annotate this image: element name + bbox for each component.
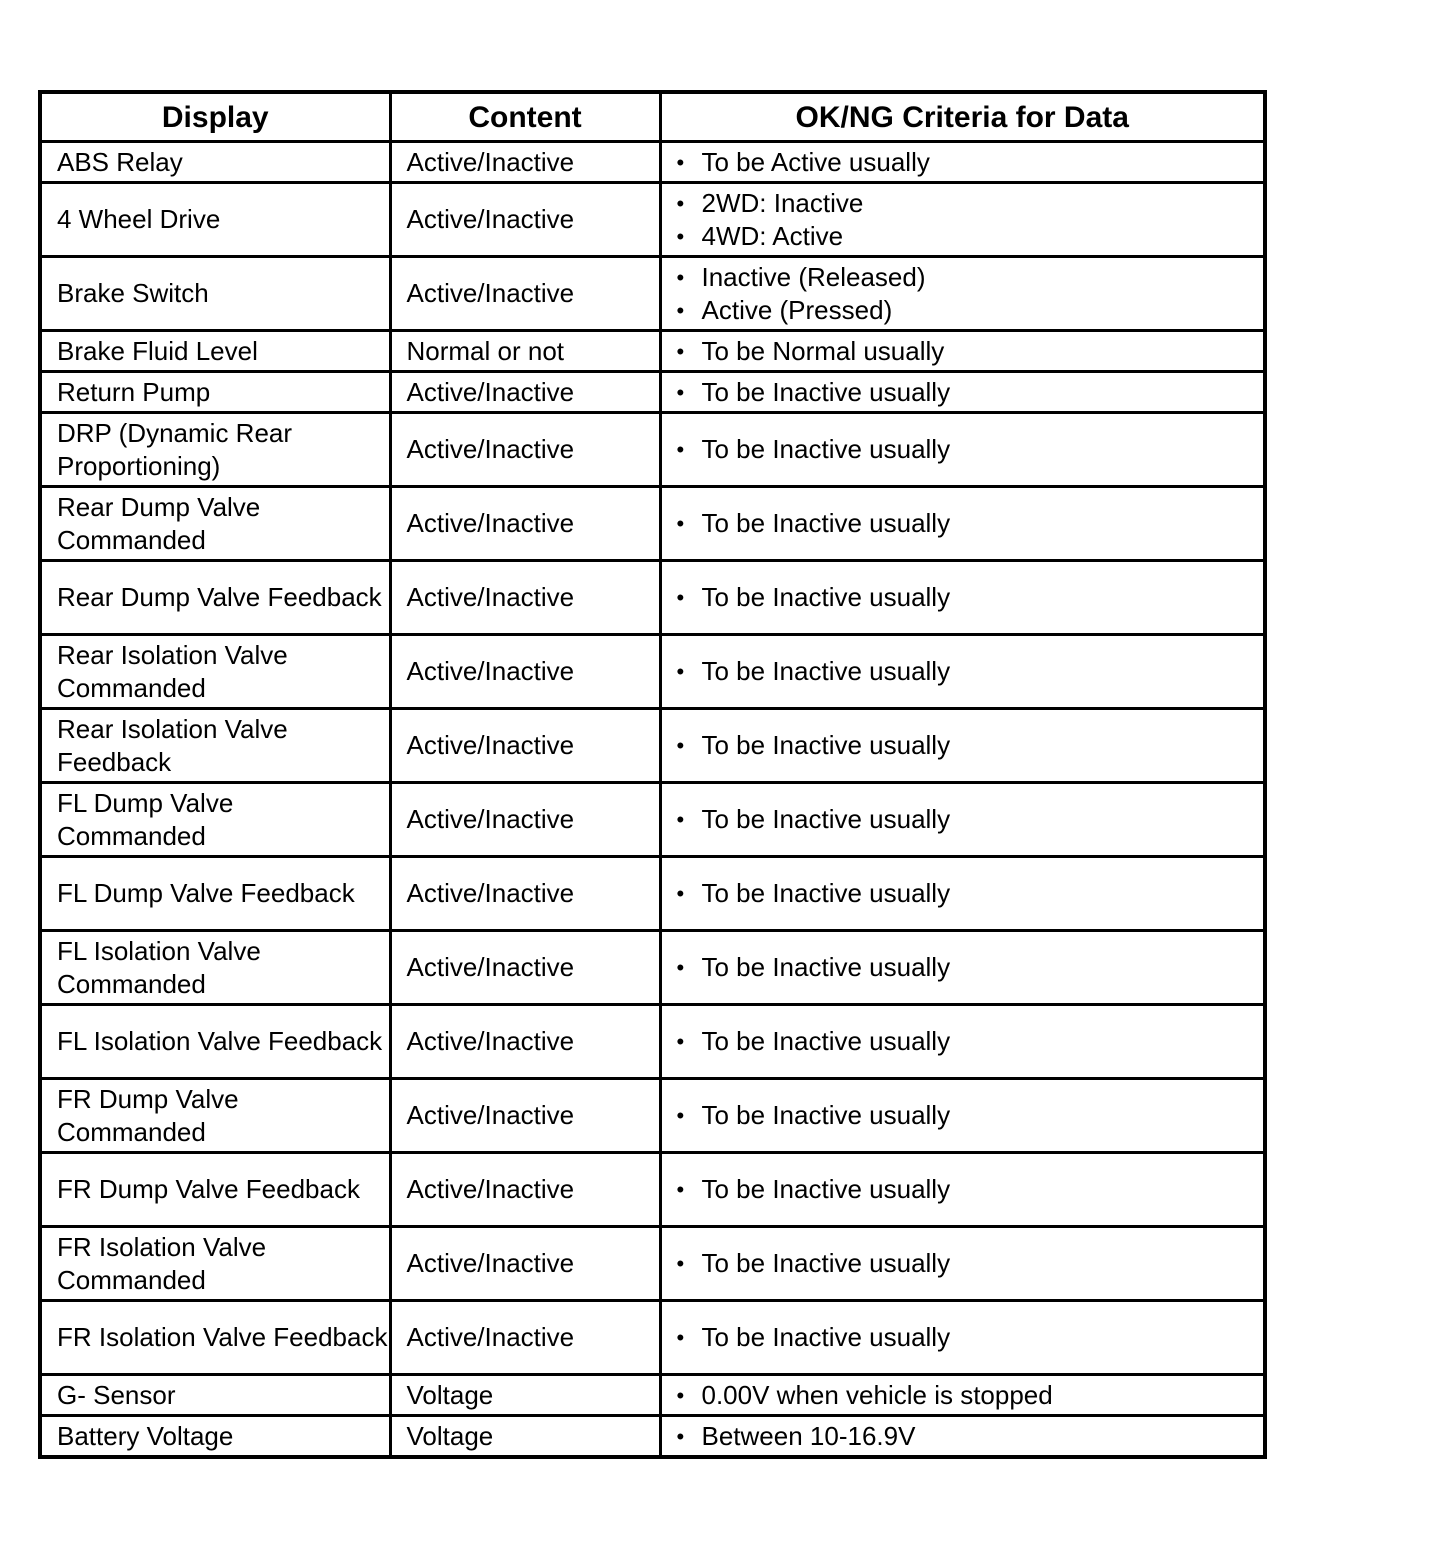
content-cell: Active/Inactive	[390, 1005, 660, 1079]
content-cell: Active/Inactive	[390, 142, 660, 183]
criteria-item: • To be Inactive usually	[676, 804, 951, 834]
display-cell: Return Pump	[40, 372, 390, 413]
criteria-cell	[660, 931, 1265, 1005]
bullet-icon: •	[676, 807, 685, 832]
content-cell: Active/Inactive	[390, 561, 660, 635]
header-content: Content	[390, 92, 660, 142]
criteria-cell	[660, 1005, 1265, 1079]
display-cell: FL Dump Valve Commanded	[40, 783, 390, 857]
criteria-item: • Inactive (Released)	[676, 261, 926, 292]
content-cell: Active/Inactive	[390, 857, 660, 931]
criteria-item: • To be Inactive usually	[676, 1248, 951, 1278]
criteria-item: • To be Inactive usually	[676, 508, 951, 538]
table-row	[40, 931, 1265, 1005]
criteria-item: • To be Inactive usually	[676, 1026, 951, 1056]
display-cell: Rear Dump Valve Feedback	[40, 561, 390, 635]
table-row	[40, 783, 1265, 857]
criteria-cell	[660, 142, 1265, 183]
bullet-icon: •	[676, 264, 685, 290]
criteria-cell	[660, 331, 1265, 372]
table-row	[40, 183, 1265, 257]
criteria-cell	[660, 1153, 1265, 1227]
table-row	[40, 1375, 1265, 1416]
content-cell: Voltage	[390, 1375, 660, 1416]
bullet-icon: •	[676, 149, 685, 175]
content-cell: Active/Inactive	[390, 1079, 660, 1153]
table-row	[40, 709, 1265, 783]
display-cell: 4 Wheel Drive	[40, 183, 390, 257]
bullet-icon: •	[676, 1423, 685, 1449]
criteria-item: • To be Inactive usually	[676, 730, 951, 760]
content-cell: Active/Inactive	[390, 635, 660, 709]
criteria-cell	[660, 561, 1265, 635]
table-row	[40, 257, 1265, 331]
criteria-cell	[660, 1416, 1265, 1458]
display-cell: Rear Dump Valve Commanded	[40, 487, 390, 561]
table-row	[40, 413, 1265, 487]
bullet-icon: •	[676, 733, 685, 758]
criteria-item: • To be Inactive usually	[676, 1100, 951, 1130]
bullet-icon: •	[676, 190, 685, 216]
bullet-icon: •	[676, 585, 685, 610]
criteria-cell	[660, 635, 1265, 709]
criteria-item: • To be Active usually	[676, 146, 930, 177]
content-cell: Voltage	[390, 1416, 660, 1458]
criteria-cell	[660, 1079, 1265, 1153]
bullet-icon: •	[676, 1103, 685, 1128]
bullet-icon: •	[676, 881, 685, 906]
bullet-icon: •	[676, 1251, 685, 1276]
header-display: Display	[40, 92, 390, 142]
criteria-item: • 2WD: Inactive	[676, 187, 864, 218]
bullet-icon: •	[676, 223, 685, 249]
table-row	[40, 1416, 1265, 1458]
bullet-icon: •	[676, 1382, 685, 1408]
table-row	[40, 561, 1265, 635]
content-cell: Active/Inactive	[390, 931, 660, 1005]
content-cell: Active/Inactive	[390, 257, 660, 331]
criteria-cell	[660, 487, 1265, 561]
criteria-item: • To be Inactive usually	[676, 656, 951, 686]
criteria-item: • To be Inactive usually	[676, 952, 951, 982]
display-cell: FL Isolation Valve Commanded	[40, 931, 390, 1005]
criteria-cell	[660, 709, 1265, 783]
table-row	[40, 1079, 1265, 1153]
criteria-item: • To be Normal usually	[676, 335, 945, 366]
bullet-icon: •	[676, 955, 685, 980]
table-row	[40, 331, 1265, 372]
table-row	[40, 487, 1265, 561]
criteria-item: • To be Inactive usually	[676, 878, 951, 908]
criteria-item: • 4WD: Active	[676, 220, 844, 251]
content-cell: Active/Inactive	[390, 372, 660, 413]
bullet-icon: •	[676, 1177, 685, 1202]
criteria-item: • To be Inactive usually	[676, 434, 951, 464]
criteria-cell	[660, 783, 1265, 857]
display-cell: FL Isolation Valve Feedback	[40, 1005, 390, 1079]
table-row	[40, 635, 1265, 709]
content-cell: Active/Inactive	[390, 783, 660, 857]
table-row	[40, 372, 1265, 413]
criteria-cell	[660, 372, 1265, 413]
display-cell: G- Sensor	[40, 1375, 390, 1416]
header-criteria: OK/NG Criteria for Data	[660, 92, 1265, 142]
content-cell: Active/Inactive	[390, 1227, 660, 1301]
criteria-item: • To be Inactive usually	[676, 1322, 951, 1352]
bullet-icon: •	[676, 379, 685, 405]
display-cell: FR Dump Valve Feedback	[40, 1153, 390, 1227]
content-cell: Active/Inactive	[390, 487, 660, 561]
display-cell: Brake Switch	[40, 257, 390, 331]
display-cell: Rear Isolation Valve Feedback	[40, 709, 390, 783]
table-row	[40, 857, 1265, 931]
criteria-cell	[660, 1301, 1265, 1375]
table-row	[40, 1227, 1265, 1301]
criteria-item: • To be Inactive usually	[676, 582, 951, 612]
criteria-table	[38, 90, 1267, 1459]
bullet-icon: •	[676, 659, 685, 684]
display-cell: Battery Voltage	[40, 1416, 390, 1458]
criteria-cell	[660, 413, 1265, 487]
display-cell: Rear Isolation Valve Commanded	[40, 635, 390, 709]
table-row	[40, 1301, 1265, 1375]
content-cell: Active/Inactive	[390, 413, 660, 487]
table-header-row	[40, 92, 1265, 142]
table-row	[40, 1153, 1265, 1227]
display-cell: DRP (Dynamic Rear Proportioning)	[40, 413, 390, 487]
criteria-cell	[660, 1375, 1265, 1416]
content-cell: Normal or not	[390, 331, 660, 372]
display-cell: FL Dump Valve Feedback	[40, 857, 390, 931]
content-cell: Active/Inactive	[390, 1301, 660, 1375]
bullet-icon: •	[676, 437, 685, 462]
bullet-icon: •	[676, 1325, 685, 1350]
display-cell: FR Dump Valve Commanded	[40, 1079, 390, 1153]
bullet-icon: •	[676, 511, 685, 536]
display-cell: Brake Fluid Level	[40, 331, 390, 372]
content-cell: Active/Inactive	[390, 709, 660, 783]
criteria-cell	[660, 257, 1265, 331]
criteria-cell	[660, 183, 1265, 257]
criteria-item: • Between 10-16.9V	[676, 1420, 916, 1451]
table-row	[40, 142, 1265, 183]
bullet-icon: •	[676, 297, 685, 323]
content-cell: Active/Inactive	[390, 183, 660, 257]
display-cell: FR Isolation Valve Feedback	[40, 1301, 390, 1375]
content-cell: Active/Inactive	[390, 1153, 660, 1227]
bullet-icon: •	[676, 338, 685, 364]
display-cell: FR Isolation Valve Commanded	[40, 1227, 390, 1301]
bullet-icon: •	[676, 1029, 685, 1054]
criteria-item: • 0.00V when vehicle is stopped	[676, 1379, 1053, 1410]
criteria-item: • To be Inactive usually	[676, 376, 951, 407]
display-cell: ABS Relay	[40, 142, 390, 183]
table-row	[40, 1005, 1265, 1079]
criteria-item: • Active (Pressed)	[676, 294, 893, 325]
criteria-cell	[660, 857, 1265, 931]
criteria-cell	[660, 1227, 1265, 1301]
criteria-item: • To be Inactive usually	[676, 1174, 951, 1204]
